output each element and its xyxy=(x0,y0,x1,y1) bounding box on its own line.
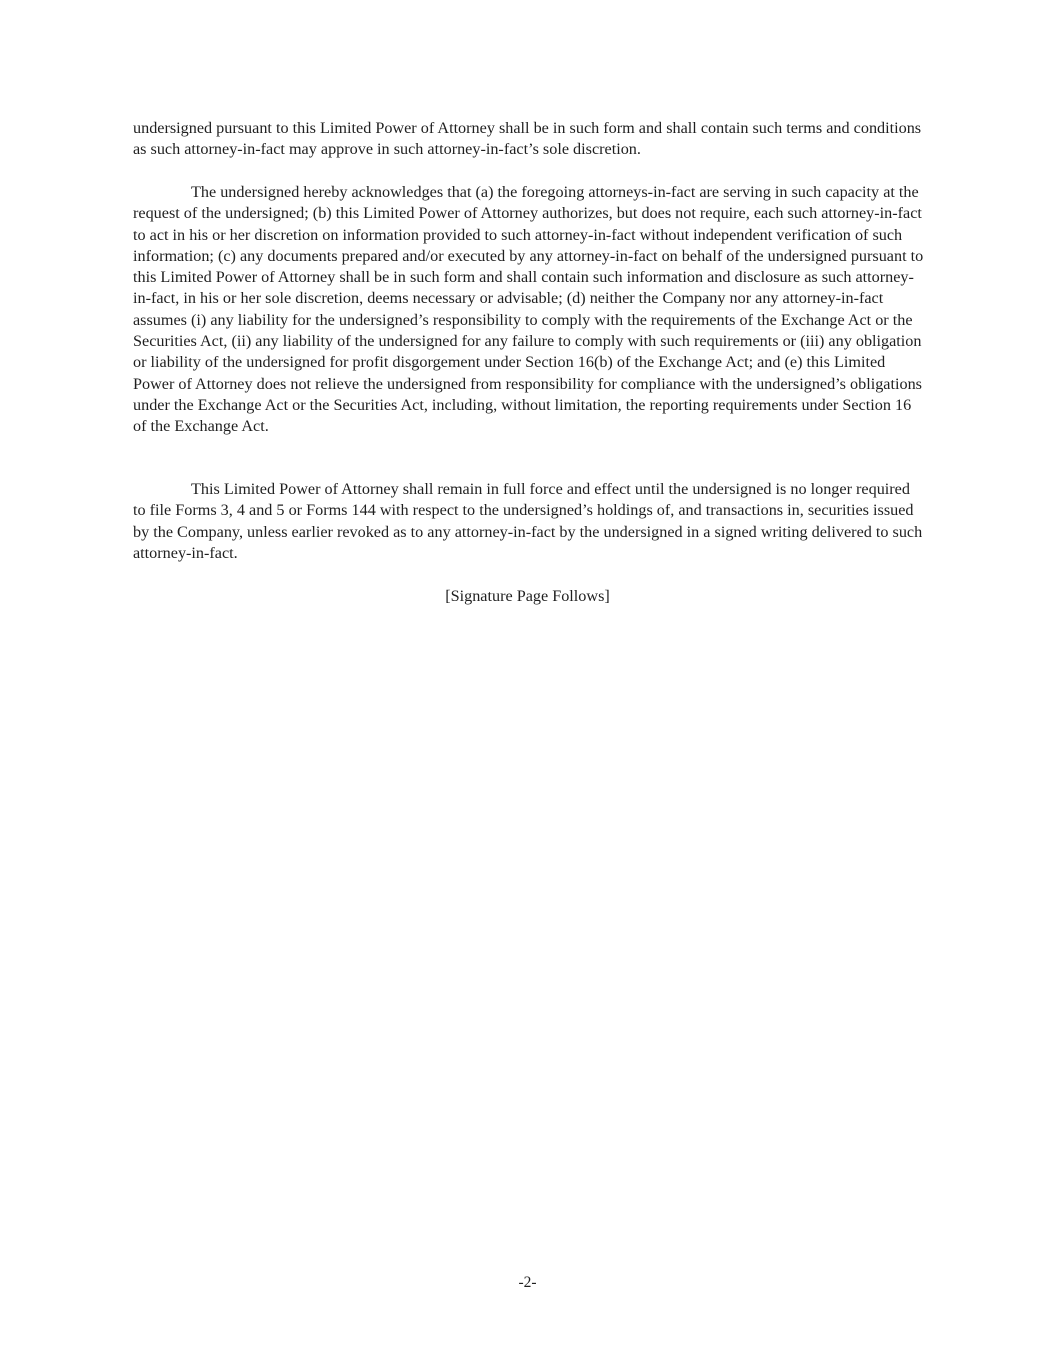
paragraph-continuation: undersigned pursuant to this Limited Power of Attorney shall be in such form and shall contain such terms and conditions as such attorney-in-fact may approve in such attorney-in-fact’s sole discretion. xyxy=(133,119,922,159)
paragraph-acknowledgements: The undersigned hereby acknowledges that (a) the foregoing attorneys-in-fact are serving in such capacity at the request of the undersigned; (b) this Limited Power of Attorney authorizes, but does not require, each such attorney-in-fact to act in his or her discretion on information provided to such attorney-in-fact without independent verification of such information; (c) any documents prepared and/or executed by any attorney-in-fact on behalf of the undersigned pursuant to this Limited Power of Attorney shall be in such form and shall contain such information and disclosure as such attorney-in-fact, in his or her sole discretion, deems necessary or advisable; (d) neither the Company nor any attorney-in-fact assumes (i) any liability for the undersigned’s responsibility to comply with the requirements of the Exchange Act or the Securities Act, (ii) any liability of the undersigned for any failure to comply with such requirements or (iii) any obligation or liability of the undersigned for profit disgorgement under Section 16(b) of the Exchange Act; and (e) this Limited Power of Attorney does not relieve the undersigned from responsibility for compliance with the undersigned’s obligations under the Exchange Act or the Securities Act, including, without limitation, the reporting requirements under Section 16 of the Exchange Act. xyxy=(133,183,924,436)
signature-page-note: [Signature Page Follows] xyxy=(445,587,610,605)
paragraph-duration: This Limited Power of Attorney shall remain in full force and effect until the undersigned is no longer required to file Forms 3, 4 and 5 or Forms 144 with respect to the undersigned’s holdings of, and transactions in, securities issued by the Company, unless earlier revoked as to any attorney-in-fact by the undersigned in a signed writing delivered to such attorney-in-fact. xyxy=(133,480,923,562)
page-number: -2- xyxy=(518,1274,537,1291)
